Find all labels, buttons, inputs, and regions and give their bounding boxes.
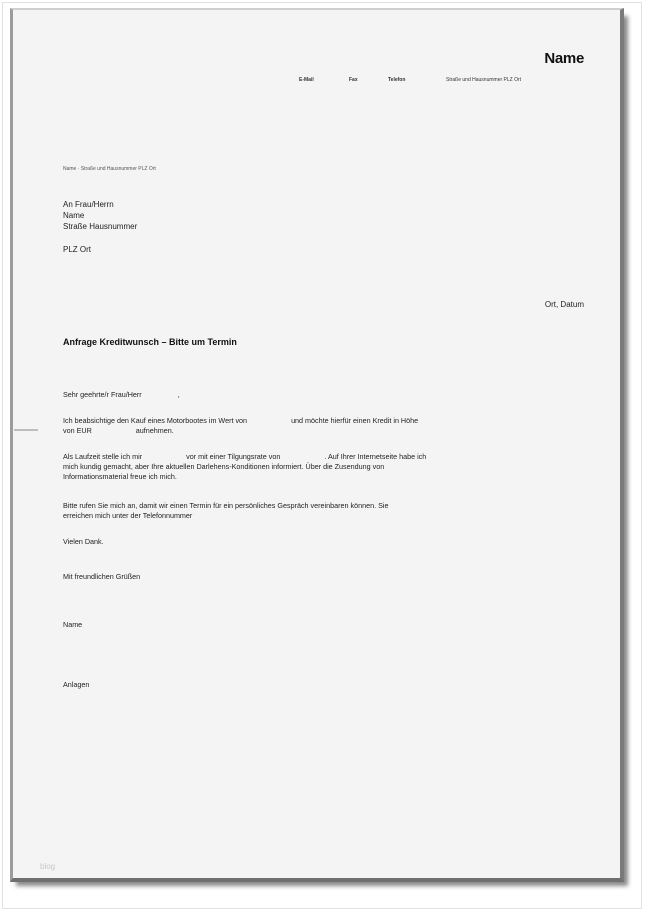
p2-text-a: Als Laufzeit stelle ich mir [63, 452, 143, 461]
signature-name: Name [63, 620, 83, 629]
p2-text-d: mich kundig gemacht, aber Ihre aktuellen Darlehens-Konditionen informiert. Über die Zusendung von [63, 462, 385, 471]
thanks-line: Vielen Dank. [63, 537, 104, 546]
p3-text-a: Bitte rufen Sie mich an, damit wir einen Termin für ein persönliches Gespräch vereinbaren können. Sie [63, 501, 389, 510]
paragraph-3 [63, 501, 553, 521]
p1-text-c: von EUR [63, 426, 92, 435]
watermark: blog [40, 862, 56, 871]
recipient-line-4: PLZ Ort [63, 245, 92, 254]
paragraph-1 [63, 416, 553, 436]
p2-text-b: vor mit einer Tilgungsrate von [186, 452, 281, 461]
closing-line: Mit freundlichen Grüßen [63, 572, 141, 581]
sender-fax: Fax [349, 77, 358, 83]
letter-page [10, 8, 624, 882]
p2-text-e: Informationsmaterial freue ich mich. [63, 472, 177, 481]
salutation-text: Sehr geehrte/r Frau/Herr [63, 390, 142, 399]
p1-text-d: aufnehmen. [135, 426, 174, 435]
sender-phone: Telefon [388, 77, 406, 83]
enclosures-line: Anlagen [63, 680, 90, 689]
salutation: Sehr geehrte/r Frau/Herr , [63, 390, 180, 399]
sender-email: E-Mail [299, 77, 314, 83]
paragraph-2 [63, 452, 553, 482]
p1-text-b: und möchte hierfür einen Kredit in Höhe [291, 416, 419, 425]
sender-address: Straße und Hausnummer PLZ Ort [446, 77, 522, 83]
recipient-line-3: Straße Hausnummer [63, 222, 138, 231]
recipient-line-2: Name [63, 211, 85, 220]
fold-mark [14, 429, 38, 431]
p3-text-b: erreichen mich unter der Telefonnummer [63, 511, 193, 520]
p1-text-a: Ich beabsichtige den Kauf eines Motorbootes im Wert von [63, 416, 248, 425]
subject-line: Anfrage Kreditwunsch – Bitte um Termin [63, 337, 237, 347]
date-line: Ort, Datum [544, 300, 584, 309]
p2-text-c: . Auf Ihrer Internetseite habe ich [324, 452, 427, 461]
recipient-line-1: An Frau/Herrn [63, 200, 114, 209]
sender-name: Name [544, 50, 584, 67]
return-address-line: Name · Straße und Hausnummer PLZ Ort [63, 166, 156, 172]
